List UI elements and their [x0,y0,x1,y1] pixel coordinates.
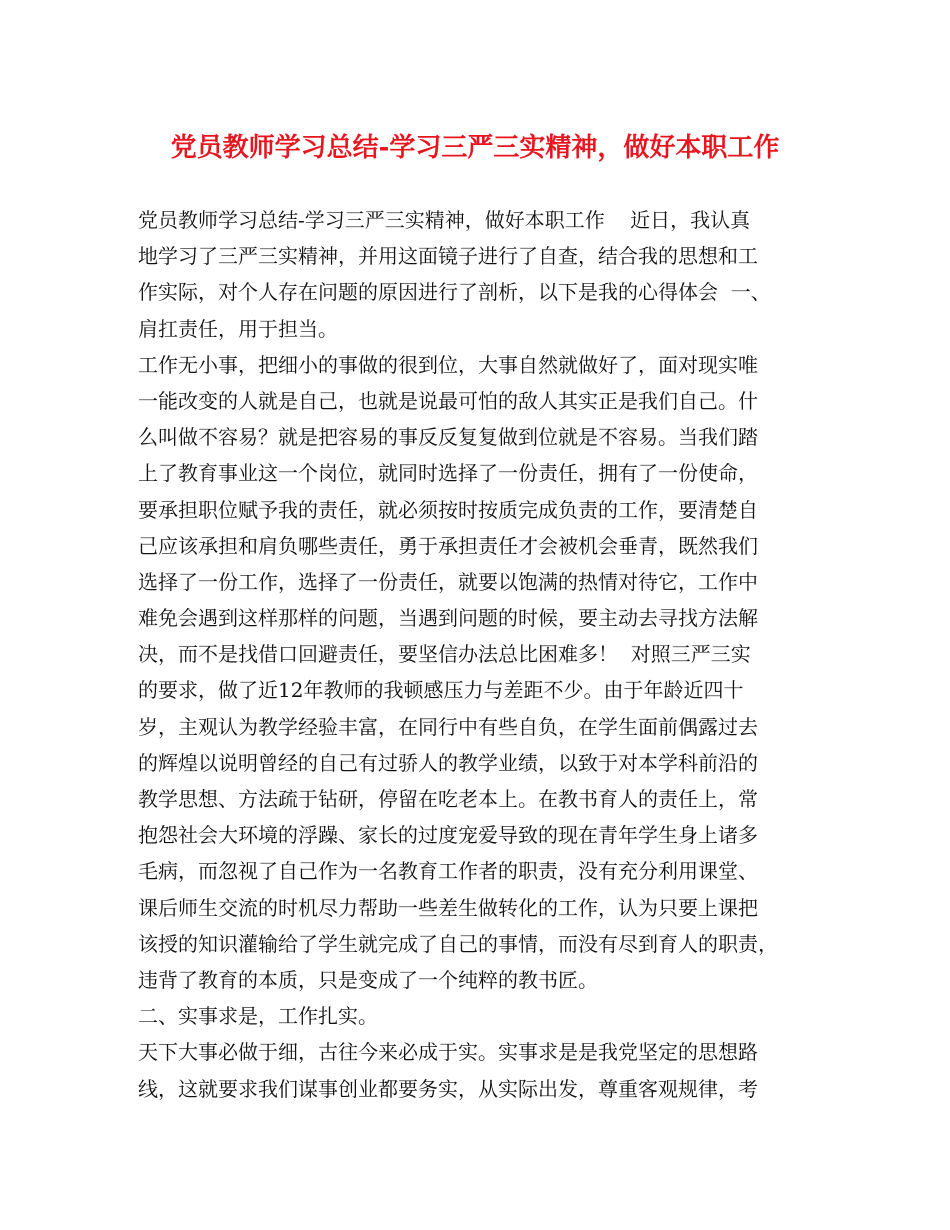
body-line: 要承担职位赋予我的责任，就必须按时按质完成负责的工作，要清楚自 [138,497,758,522]
document-title: 党员教师学习总结-学习三严三实精神，做好本职工作 [170,133,780,163]
body-line: 该授的知识灌输给了学生就完成了自己的事情，而没有尽到育人的职责， [138,931,778,956]
body-line: 抱怨社会大环境的浮躁、家长的过度宠爱导致的现在青年学生身上诸多 [138,823,758,848]
body-line: 工作无小事，把细小的事做的很到位，大事自然就做好了，面对现实唯 [138,352,758,377]
body-line: 难免会遇到这样那样的问题，当遇到问题的时候，要主动去寻找方法解 [138,606,758,631]
body-line: 肩扛责任，用于担当。 [138,316,338,341]
body-line: 天下大事必做于细，古往今来必成于实。实事求是是我党坚定的思想路 [138,1040,758,1065]
body-line: 的要求，做了近12年教师的我顿感压力与差距不少。由于年龄近四十 [138,678,744,703]
body-line: 己应该承担和肩负哪些责任，勇于承担责任才会被机会垂青，既然我们 [138,533,758,558]
body-line: 么叫做不容易？就是把容易的事反反复复做到位就是不容易。当我们踏 [138,425,758,450]
body-line: 作实际，对个人存在问题的原因进行了剖析，以下是我的心得体会 一、 [138,280,771,305]
document-body [138,202,828,1107]
body-line: 违背了教育的本质，只是变成了一个纯粹的教书匠。 [138,967,598,992]
body-line: 教学思想、方法疏于钻研，停留在吃老本上。在教书育人的责任上，常 [138,787,758,811]
body-line: 选择了一份工作，选择了一份责任，就要以饱满的热情对待它，工作中 [138,569,758,594]
body-line: 岁，主观认为教学经验丰富，在同行中有些自负，在学生面前偶露过去 [138,714,758,739]
body-line: 线，这就要求我们谋事创业都要务实，从实际出发，尊重客观规律，考 [138,1076,758,1101]
section-heading: 二、实事求是，工作扎实。 [138,1004,378,1029]
body-line: 党员教师学习总结-学习三严三实精神，做好本职工作 近日，我认真 [138,208,751,232]
body-line: 一能改变的人就是自己，也就是说最可怕的敌人其实正是我们自己。什 [138,388,758,413]
body-line: 地学习了三严三实精神，并用这面镜子进行了自查，结合我的思想和工 [138,244,758,269]
body-line: 的辉煌以说明曾经的自己有过骄人的教学业绩，以致于对本学科前沿的 [138,750,758,775]
body-line: 课后师生交流的时机尽力帮助一些差生做转化的工作，认为只要上课把 [138,895,758,920]
body-line: 上了教育事业这一个岗位，就同时选择了一份责任，拥有了一份使命， [138,461,758,486]
body-line: 决，而不是找借口回避责任，要坚信办法总比困难多！ 对照三严三实 [138,642,751,667]
body-line: 毛病，而忽视了自己作为一名教育工作者的职责，没有充分利用课堂、 [138,859,758,884]
